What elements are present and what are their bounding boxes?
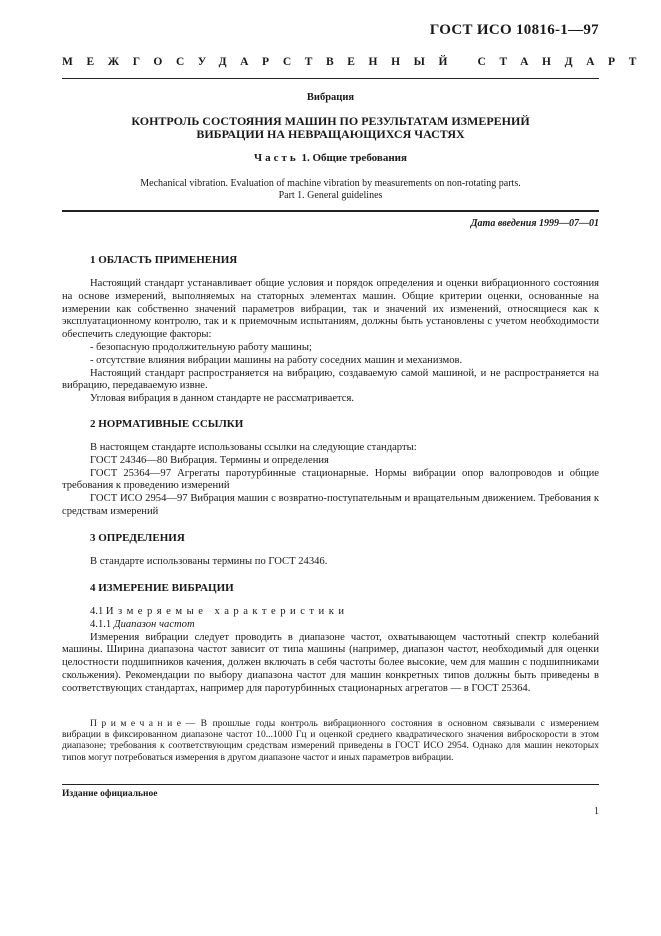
top-rule: [62, 78, 599, 79]
section-1-paragraph-3: Угловая вибрация в данном стандарте не рассматривается.: [90, 393, 355, 405]
section-3-body: [62, 556, 599, 569]
section-1-body: [62, 278, 599, 406]
reference-3: ГОСТ ИСО 2954—97 Вибрация машин с возвратно-поступательным и вращательным движением. Требования к средствам измерений: [62, 493, 599, 517]
section-4-paragraph-1: Измерения вибрации следует проводить в диапазоне частот, охватывающем частотный спектр колебаний машины. Ширина диапазона частот зависит от типа машины (например, диапазон частот, необходимый для оценки целостности подшипников качения, должен включать в себя частоты более высокие, чем для машин с подшипниками скольжения). Рекомендации по выбору диапазона частот для машин конкретных типов должны быть приведены в соответствующих стандартах, например для паротурбинных стационарных агрегатов — в ГОСТ 25364.: [62, 631, 599, 694]
reference-2: ГОСТ 25364—97 Агрегаты паротурбинные стационарные. Нормы вибрации опор валопроводов и общие требования к проведению измерений: [62, 467, 599, 492]
subsection-4-1-1-title: Диапазон частот: [113, 618, 195, 630]
footer-rule: [62, 784, 599, 785]
topic-heading: Вибрация: [306, 92, 355, 103]
section-4-body: [62, 606, 599, 696]
subsection-4-1-title: Измеряемые характеристики: [105, 606, 349, 617]
document-title: [62, 115, 599, 141]
subsection-4-1-number: 4.1: [90, 606, 104, 617]
note-block: [62, 718, 599, 763]
section-1-list-item-2: - отсутствие влияния вибрации машины на работу соседних машин и механизмов.: [90, 354, 463, 366]
section-2-heading: 2 НОРМАТИВНЫЕ ССЫЛКИ: [90, 418, 244, 430]
section-2-intro: В настоящем стандарте использованы ссылки на следующие стандарты:: [90, 442, 417, 453]
note-label: Примечание: [90, 718, 186, 729]
official-edition-label: Издание официальное: [62, 789, 158, 799]
document-number: ГОСТ ИСО 10816-1—97: [429, 22, 599, 38]
introduction-date: Дата введения 1999—07—01: [470, 218, 599, 229]
section-2-body: [62, 442, 599, 519]
note-paragraph: [62, 718, 599, 763]
subsection-4-1-1-number: 4.1.1: [90, 618, 112, 630]
standard-banner: МЕЖГОСУДАРСТВЕННЫЙ СТАНДАРТ: [62, 56, 651, 68]
section-1-paragraph-1: Настоящий стандарт устанавливает общие условия и порядок определения и оценки вибрационного состояния на основе измерений, выполняемых на статорных элементах машин. Общие критерии оценки, основанные на измерении как собственно значений параметров вибрации, так и значений их изменений, относящиеся как к эксплуатационному контролю, так и к приемочным испытаниям, должны быть установлены с учетом необходимости обеспечить следующие факторы:: [62, 278, 599, 341]
title-line-2: ВИБРАЦИИ НА НЕВРАЩАЮЩИХСЯ ЧАСТЯХ: [196, 127, 465, 141]
english-title-line-2: Part 1. General guidelines: [278, 189, 383, 201]
section-4-heading: 4 ИЗМЕРЕНИЕ ВИБРАЦИИ: [90, 582, 234, 594]
subsection-4-1-heading: [62, 606, 599, 619]
section-1-paragraph-2: Настоящий стандарт распространяется на вибрацию, создаваемую самой машиной, и не распространяется на вибрацию, передаваемую извне.: [62, 367, 599, 392]
part-word: Часть: [254, 152, 299, 164]
reference-1: ГОСТ 24346—80 Вибрация. Термины и определения: [90, 454, 329, 466]
part-title: [62, 152, 599, 164]
section-1-heading: 1 ОБЛАСТЬ ПРИМЕНЕНИЯ: [90, 254, 238, 266]
english-title: [62, 178, 599, 201]
section-3-heading: 3 ОПРЕДЕЛЕНИЯ: [90, 532, 185, 544]
section-1-list-item-1: - безопасную продолжительную работу машины;: [90, 341, 312, 353]
title-rule: [62, 210, 599, 212]
part-rest: 1. Общие требования: [301, 152, 407, 164]
page-number: 1: [594, 806, 599, 817]
title-line-1: КОНТРОЛЬ СОСТОЯНИЯ МАШИН ПО РЕЗУЛЬТАТАМ ИЗМЕРЕНИЙ: [131, 114, 530, 128]
note-text: — В прошлые годы контроль вибрационного состояния в основном связывали с измерением вибрации в фиксированном диапазоне частот 10...1000 Гц и оценкой среднего квадратического значения виброскорости в этом диапазоне; требования к соответствующим средствам измерений приведены в ГОСТ ИСО 2954. Однако для машин некоторых типов могут потребоваться измерения в другом диапазоне частот и иных параметров вибрации.: [62, 718, 599, 763]
section-3-paragraph-1: В стандарте использованы термины по ГОСТ 24346.: [90, 556, 328, 567]
subsection-4-1-1-heading: [62, 619, 599, 632]
english-title-line-1: Mechanical vibration. Evaluation of machine vibration by measurements on non-rotating parts.: [140, 178, 521, 189]
